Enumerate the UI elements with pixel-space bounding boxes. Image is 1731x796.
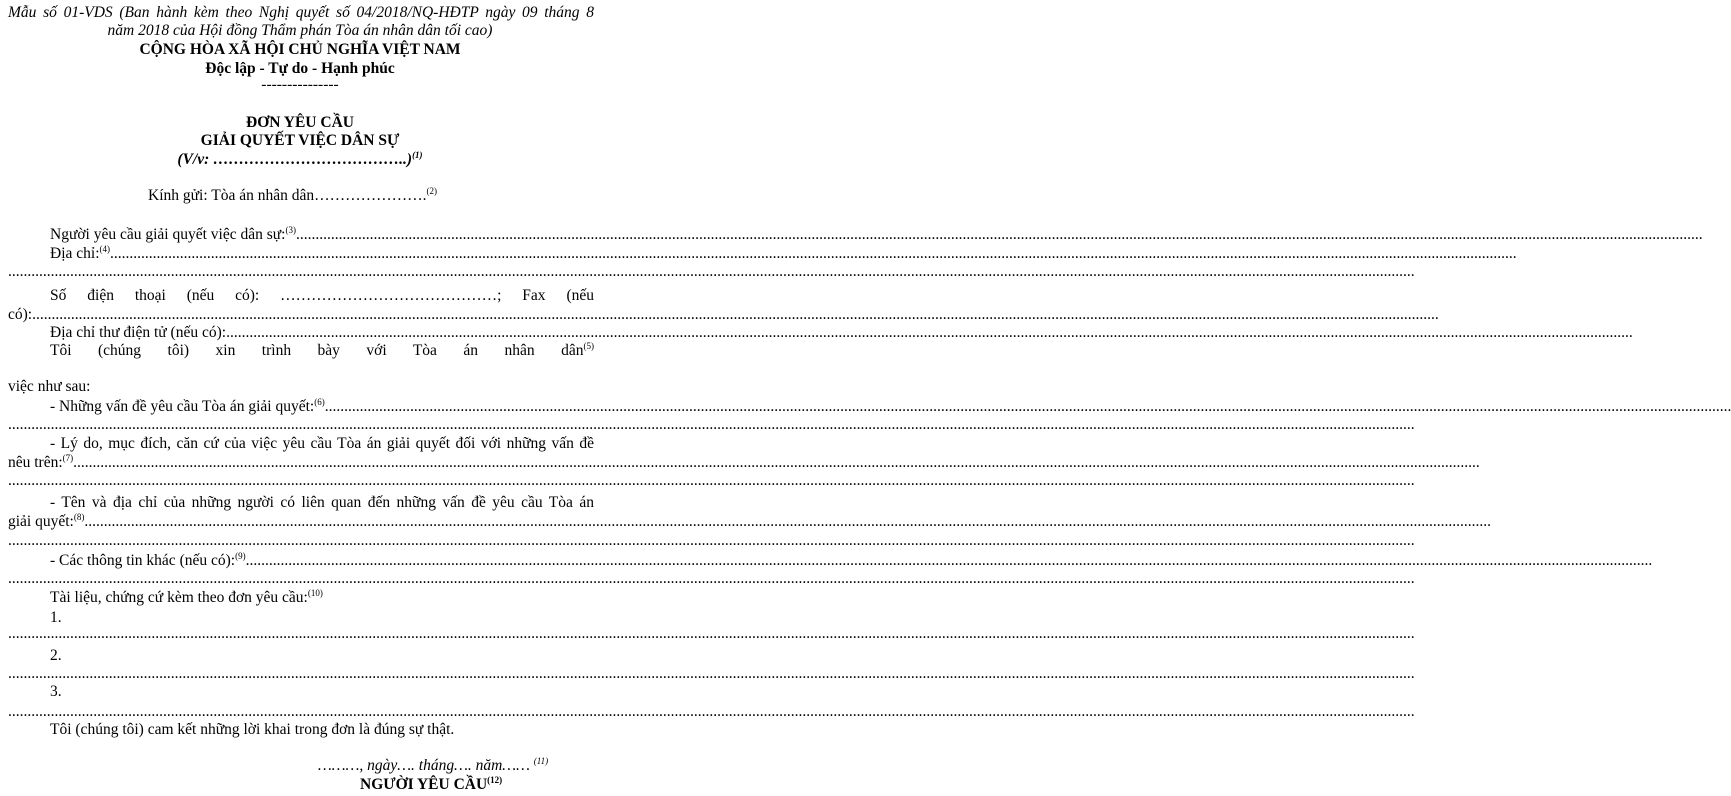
reason-dots-line: ........................................................................................................................................................................................................................................................................................................................................................................... (8, 472, 1415, 489)
requester-dots: ........................................................................................................................................................................................................................................................................................................................................................................... (295, 226, 1703, 243)
request-note: (5) (583, 341, 594, 351)
fax-cont-field (8, 306, 1439, 324)
request-statement (50, 342, 594, 360)
fax-cont-label: có): (8, 306, 33, 323)
other-info-label: - Các thông tin khác (nếu có): (50, 552, 236, 569)
national-motto: Độc lập - Tự do - Hạnh phúc (205, 60, 395, 77)
issues-label: - Những vấn đề yêu cầu Tòa án giải quyết: (50, 398, 315, 415)
related-note: (8) (73, 512, 85, 522)
address-dots-line: ........................................................................................................................................................................................................................................................................................................................................................................... (8, 263, 1415, 280)
date-line (318, 757, 548, 775)
reason-note: (7) (62, 453, 74, 463)
signer-text: NGƯỜI YÊU CẦU (360, 776, 488, 793)
issues-dots-line: ........................................................................................................................................................................................................................................................................................................................................................................... (8, 416, 1415, 433)
signer-note: (12) (487, 775, 503, 785)
related-line-2 (8, 512, 1491, 531)
address-note: (4) (99, 244, 110, 254)
document-title-line-2: GIẢI QUYẾT VIỆC DÂN SỰ (200, 132, 400, 149)
document-subject (0, 151, 600, 169)
other-info-field (50, 551, 1653, 570)
reason-label: nêu trên: (8, 454, 63, 471)
attachment-number-3: 3. (50, 683, 62, 700)
attachment-dots-1: ........................................................................................................................................................................................................................................................................................................................................................................... (8, 625, 1415, 642)
related-label: giải quyết: (8, 513, 74, 530)
issues-dots: ........................................................................................................................................................................................................................................................................................................................................................................... (324, 398, 1731, 415)
requester-label: Người yêu cầu giải quyết việc dân sự: (50, 226, 286, 243)
attachment-dots-3: ........................................................................................................................................................................................................................................................................................................................................................................... (8, 703, 1415, 720)
reason-dots: ........................................................................................................................................................................................................................................................................................................................................................................... (73, 454, 1480, 471)
attachment-dots-2: ........................................................................................................................................................................................................................................................................................................................................................................... (8, 665, 1415, 682)
address-label: Địa chỉ: (50, 245, 100, 262)
subject-note: (1) (412, 150, 423, 160)
requester-note: (3) (285, 225, 296, 235)
reason-line-1: - Lý do, mục đích, căn cứ của việc yêu cầu Tòa án giải quyết đối với những vấn đề (50, 435, 594, 452)
attachments-text: Tài liệu, chứng cứ kèm theo đơn yêu cầu: (50, 589, 308, 606)
document-title-line-1: ĐƠN YÊU CẦU (246, 114, 354, 131)
phone-field: Số điện thoại (nếu có): ……………………………………; Fax (nếu (50, 287, 594, 304)
form-reference-line-2: năm 2018 của Hội đồng Thẩm phán Tòa án nhân dân tối cao) (107, 22, 493, 39)
addressee-note: (2) (426, 186, 437, 196)
attachment-number-1: 1. (50, 609, 62, 626)
attachment-number-2: 2. (50, 647, 62, 664)
form-reference-line-1: Mẫu số 01-VDS (Ban hành kèm theo Nghị quyết số 04/2018/NQ-HĐTP ngày 09 tháng 8 (8, 4, 594, 21)
commitment-statement: Tôi (chúng tôi) cam kết những lời khai trong đơn là đúng sự thật. (50, 721, 455, 738)
addressee (148, 187, 437, 205)
request-continuation: việc như sau: (8, 378, 91, 395)
related-dots-line: ........................................................................................................................................................................................................................................................................................................................................................................... (8, 532, 1415, 549)
related-line-1: - Tên và địa chỉ của những người có liên quan đến những vấn đề yêu cầu Tòa án (50, 494, 594, 511)
signer-title (360, 776, 502, 794)
other-info-note: (9) (235, 551, 246, 561)
email-field (50, 324, 1633, 342)
attachments-note: (10) (307, 588, 323, 598)
related-dots: ........................................................................................................................................................................................................................................................................................................................................................................... (84, 513, 1491, 530)
address-dots: ........................................................................................................................................................................................................................................................................................................................................................................... (110, 245, 1517, 262)
fax-dots: ........................................................................................................................................................................................................................................................................................................................................................................... (32, 306, 1439, 323)
date-note: (11) (533, 756, 549, 766)
header-separator: --------------- (261, 76, 339, 93)
addressee-text: Kính gửi: Tòa án nhân dân…………………. (148, 187, 427, 204)
reason-line-2 (8, 453, 1480, 472)
request-text: Tôi (chúng tôi) xin trình bày với Tòa án nhân dân (50, 342, 584, 359)
country-name: CỘNG HÒA XÃ HỘI CHỦ NGHĨA VIỆT NAM (139, 41, 461, 58)
email-label: Địa chỉ thư điện tử (nếu có): (50, 324, 227, 341)
attachments-label (50, 589, 323, 607)
other-info-dots-line: ........................................................................................................................................................................................................................................................................................................................................................................... (8, 570, 1415, 587)
address-field (50, 244, 1517, 263)
subject-text: (V/v: ………………………………..) (177, 151, 413, 168)
issues-note: (6) (314, 397, 325, 407)
other-info-dots: ........................................................................................................................................................................................................................................................................................................................................................................... (245, 552, 1653, 569)
email-dots: ........................................................................................................................................................................................................................................................................................................................................................................... (226, 324, 1633, 341)
issues-field (50, 397, 1731, 416)
requester-field (50, 225, 1703, 244)
date-text: ………, ngày…. tháng…. năm…… (318, 757, 530, 774)
